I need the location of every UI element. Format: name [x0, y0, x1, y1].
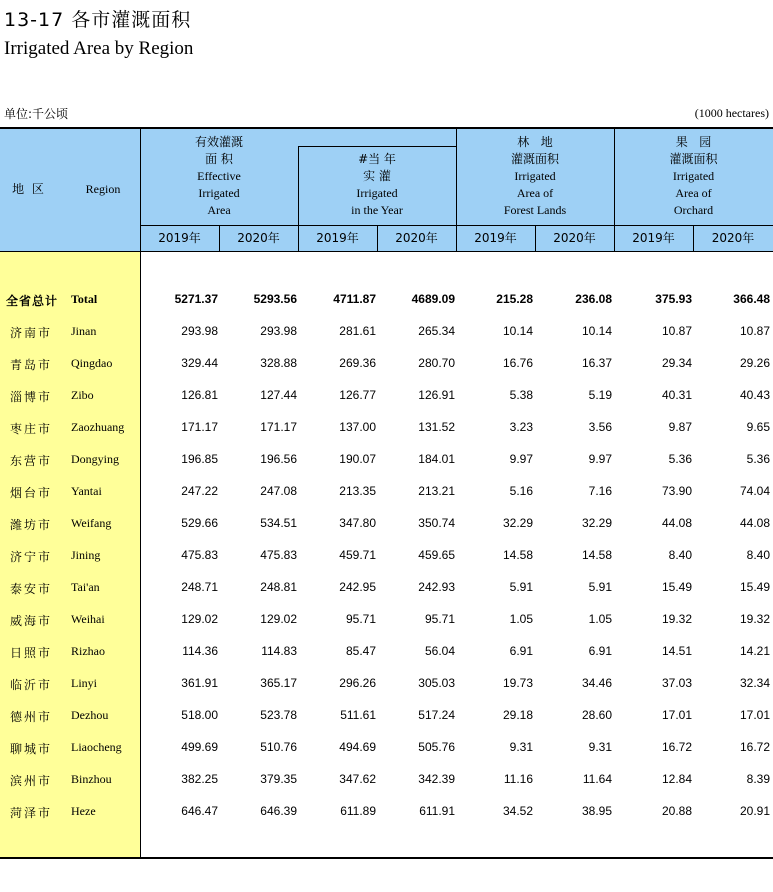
value-cell: 4689.09 [411, 292, 455, 306]
region-name-en: Zibo [71, 388, 94, 402]
value-cell: 196.85 [181, 452, 218, 466]
value-cell: 11.16 [503, 772, 533, 786]
value-cell: 40.31 [661, 388, 692, 402]
value-cell: 215.28 [496, 292, 533, 306]
value-cell: 382.25 [181, 772, 218, 786]
region-name-en: Qingdao [71, 356, 113, 370]
table-row [0, 804, 773, 836]
value-cell: 8.39 [746, 772, 770, 786]
header-line: 林 地 [517, 135, 553, 149]
region-name-cn: 潍坊市 [10, 518, 53, 532]
table-row [0, 452, 773, 484]
value-cell: 10.14 [581, 324, 612, 338]
value-cell: 56.04 [424, 644, 455, 658]
region-header-cn: 地 区 [12, 182, 46, 196]
value-cell: 6.91 [588, 644, 612, 658]
header-line: 实 灌 [363, 169, 391, 183]
value-cell: 242.93 [418, 580, 455, 594]
value-cell: 350.74 [418, 516, 455, 530]
value-cell: 32.34 [739, 676, 770, 690]
region-name-en: Zaozhuang [71, 420, 125, 434]
value-cell: 269.36 [339, 356, 376, 370]
value-cell: 4711.87 [333, 292, 376, 306]
region-name-en: Linyi [71, 676, 97, 690]
value-cell: 5.36 [746, 452, 770, 466]
value-cell: 296.26 [339, 676, 376, 690]
value-cell: 5.36 [668, 452, 692, 466]
value-cell: 9.65 [746, 420, 770, 434]
header-line: 有效灌溉 [194, 135, 243, 149]
value-cell: 10.14 [502, 324, 533, 338]
value-cell: 646.47 [181, 804, 218, 818]
table-row [0, 356, 773, 388]
header-line: 灌溉面积 [510, 152, 559, 166]
value-cell: 32.29 [502, 516, 533, 530]
value-cell: 517.24 [418, 708, 455, 722]
region-name-en: Jinan [71, 324, 97, 338]
value-cell: 459.65 [418, 548, 455, 562]
region-name-cn: 淄博市 [10, 390, 53, 404]
value-cell: 305.03 [418, 676, 455, 690]
value-cell: 366.48 [733, 292, 770, 306]
value-cell: 248.71 [181, 580, 218, 594]
region-name-cn: 烟台市 [10, 486, 53, 500]
table-row [0, 516, 773, 548]
region-name-cn: 济宁市 [10, 550, 53, 564]
header-line: Effective [197, 169, 241, 183]
value-cell: 14.58 [502, 548, 533, 562]
value-cell: 213.35 [339, 484, 376, 498]
value-cell: 3.56 [588, 420, 612, 434]
table-row [0, 612, 773, 644]
value-cell: 74.04 [739, 484, 770, 498]
value-cell: 17.01 [739, 708, 770, 722]
value-cell: 8.40 [668, 548, 692, 562]
value-cell: 8.40 [746, 548, 770, 562]
value-cell: 129.02 [260, 612, 297, 626]
value-cell: 5.19 [588, 388, 612, 402]
region-name-cn: 菏泽市 [10, 806, 53, 820]
year-header: 2020年 [395, 231, 438, 245]
unit-label-en: (1000 hectares) [694, 106, 769, 120]
value-cell: 342.39 [418, 772, 455, 786]
value-cell: 184.01 [418, 452, 455, 466]
region-header-en: Region [85, 182, 121, 196]
value-cell: 529.66 [181, 516, 218, 530]
value-cell: 611.89 [340, 804, 376, 818]
value-cell: 28.60 [581, 708, 612, 722]
value-cell: 37.03 [661, 676, 692, 690]
value-cell: 5.16 [509, 484, 533, 498]
value-cell: 32.29 [581, 516, 612, 530]
value-cell: 14.21 [739, 644, 770, 658]
region-name-en: Liaocheng [71, 740, 122, 754]
region-name-cn: 德州市 [10, 710, 53, 724]
value-cell: 131.52 [418, 420, 455, 434]
value-cell: 242.95 [339, 580, 376, 594]
value-cell: 347.62 [339, 772, 376, 786]
value-cell: 20.88 [661, 804, 692, 818]
region-name-cn: 聊城市 [10, 742, 53, 756]
value-cell: 129.02 [181, 612, 218, 626]
value-cell: 29.18 [502, 708, 533, 722]
value-cell: 329.44 [181, 356, 218, 370]
region-name-cn: 临沂市 [10, 678, 53, 692]
value-cell: 9.31 [509, 740, 533, 754]
value-cell: 247.22 [181, 484, 218, 498]
value-cell: 190.07 [339, 452, 376, 466]
header-line: Forest Lands [503, 203, 567, 217]
value-cell: 44.08 [739, 516, 770, 530]
header-line: 灌溉面积 [669, 152, 718, 166]
value-cell: 114.83 [261, 644, 297, 658]
region-name-en: Rizhao [71, 644, 105, 658]
value-cell: 494.69 [339, 740, 376, 754]
value-cell: 14.58 [581, 548, 612, 562]
value-cell: 11.64 [582, 772, 612, 786]
header-line: Irrigated [672, 169, 715, 183]
value-cell: 534.51 [260, 516, 297, 530]
value-cell: 499.69 [181, 740, 218, 754]
value-cell: 16.72 [739, 740, 770, 754]
value-cell: 126.91 [418, 388, 455, 402]
table-row [0, 676, 773, 708]
value-cell: 19.73 [502, 676, 533, 690]
value-cell: 127.44 [260, 388, 297, 402]
value-cell: 646.39 [260, 804, 297, 818]
value-cell: 5.38 [509, 388, 533, 402]
value-cell: 7.16 [588, 484, 612, 498]
region-name-en: Weifang [71, 516, 112, 530]
region-name-cn: 日照市 [10, 646, 53, 660]
value-cell: 510.76 [260, 740, 297, 754]
region-name-cn: 济南市 [10, 326, 53, 340]
value-cell: 9.97 [588, 452, 612, 466]
value-cell: 15.49 [739, 580, 770, 594]
value-cell: 10.87 [739, 324, 770, 338]
header-line: Area of [675, 186, 712, 200]
header-line: #当 年 [358, 152, 396, 166]
table-row [0, 708, 773, 740]
value-cell: 5271.37 [174, 292, 218, 306]
value-cell: 40.43 [739, 388, 770, 402]
unit-label-cn: 单位:千公顷 [4, 107, 69, 121]
value-cell: 5.91 [588, 580, 612, 594]
value-cell: 44.08 [661, 516, 692, 530]
year-header: 2019年 [632, 231, 675, 245]
region-name-cn: 泰安市 [10, 582, 53, 596]
value-cell: 365.17 [260, 676, 297, 690]
region-name-en: Dezhou [71, 708, 109, 722]
page-title-en: Irrigated Area by Region [4, 38, 194, 59]
value-cell: 17.01 [661, 708, 692, 722]
year-header: 2020年 [237, 231, 280, 245]
value-cell: 475.83 [260, 548, 297, 562]
value-cell: 511.61 [340, 708, 376, 722]
value-cell: 20.91 [739, 804, 770, 818]
header-line: Area [207, 203, 231, 217]
value-cell: 19.32 [739, 612, 770, 626]
value-cell: 281.61 [339, 324, 376, 338]
table-row [0, 644, 773, 676]
value-cell: 15.49 [661, 580, 692, 594]
value-cell: 265.34 [418, 324, 455, 338]
value-cell: 171.17 [181, 420, 218, 434]
value-cell: 361.91 [181, 676, 218, 690]
year-header: 2019年 [316, 231, 359, 245]
region-name-en: Weihai [71, 612, 105, 626]
value-cell: 236.08 [575, 292, 612, 306]
header-line: Irrigated [356, 186, 398, 200]
subheader-rule [298, 146, 456, 147]
value-cell: 5.91 [509, 580, 533, 594]
value-cell: 12.84 [661, 772, 692, 786]
region-name-en: Jining [71, 548, 101, 562]
value-cell: 171.17 [260, 420, 297, 434]
value-cell: 29.26 [739, 356, 770, 370]
region-name-cn: 枣庄市 [10, 422, 53, 436]
value-cell: 328.88 [260, 356, 297, 370]
value-cell: 518.00 [181, 708, 218, 722]
header-bottom-rule [0, 251, 773, 252]
header-line: Irrigated [514, 169, 556, 183]
value-cell: 9.97 [509, 452, 533, 466]
value-cell: 85.47 [345, 644, 376, 658]
region-name-en: Binzhou [71, 772, 112, 786]
value-cell: 5293.56 [253, 292, 297, 306]
value-cell: 9.31 [588, 740, 612, 754]
table-bottom-rule [0, 857, 773, 859]
table-row [0, 580, 773, 612]
header-line: Irrigated [198, 186, 240, 200]
region-name-en: Total [71, 292, 98, 306]
region-name-cn: 东营市 [10, 454, 53, 468]
value-cell: 379.35 [260, 772, 297, 786]
value-cell: 14.51 [661, 644, 692, 658]
value-cell: 126.81 [181, 388, 218, 402]
value-cell: 10.87 [661, 324, 692, 338]
value-cell: 523.78 [260, 708, 297, 722]
value-cell: 196.56 [260, 452, 297, 466]
value-cell: 34.52 [502, 804, 533, 818]
year-header: 2020年 [711, 231, 755, 245]
region-name-cn: 威海市 [10, 614, 53, 628]
region-name-en: Tai'an [71, 580, 100, 594]
header-line: 果 园 [675, 135, 712, 149]
table-row [0, 772, 773, 804]
value-cell: 1.05 [588, 612, 612, 626]
table-row [0, 484, 773, 516]
value-cell: 248.81 [260, 580, 297, 594]
value-cell: 29.34 [661, 356, 692, 370]
value-cell: 114.36 [182, 644, 218, 658]
region-name-cn: 滨州市 [10, 774, 53, 788]
header-line: in the Year [351, 203, 403, 217]
value-cell: 611.91 [419, 804, 455, 818]
value-cell: 34.46 [581, 676, 612, 690]
page-title-cn: 13-17 各市灌溉面积 [4, 9, 192, 31]
value-cell: 347.80 [339, 516, 376, 530]
value-cell: 213.21 [418, 484, 455, 498]
year-header: 2019年 [158, 231, 201, 245]
value-cell: 9.87 [668, 420, 692, 434]
region-name-en: Dongying [71, 452, 119, 466]
value-cell: 95.71 [424, 612, 455, 626]
value-cell: 16.37 [581, 356, 612, 370]
value-cell: 16.76 [502, 356, 533, 370]
value-cell: 19.32 [661, 612, 692, 626]
header-line: Orchard [673, 203, 714, 217]
value-cell: 3.23 [509, 420, 533, 434]
year-header: 2020年 [553, 231, 596, 245]
table-row [0, 324, 773, 356]
value-cell: 293.98 [260, 324, 297, 338]
value-cell: 459.71 [339, 548, 376, 562]
header-line: Area of [516, 186, 554, 200]
value-cell: 293.98 [181, 324, 218, 338]
year-row-rule [140, 225, 773, 226]
value-cell: 38.95 [581, 804, 612, 818]
value-cell: 280.70 [418, 356, 455, 370]
value-cell: 475.83 [181, 548, 218, 562]
table-row [0, 740, 773, 772]
region-name-cn: 青岛市 [10, 358, 53, 372]
value-cell: 6.91 [509, 644, 533, 658]
header-line: 面 积 [205, 152, 233, 166]
table-row [0, 388, 773, 420]
region-name-en: Yantai [71, 484, 102, 498]
value-cell: 16.72 [661, 740, 692, 754]
value-cell: 126.77 [339, 388, 376, 402]
total-row [0, 292, 773, 324]
table-top-rule [0, 127, 773, 129]
region-name-en: Heze [71, 804, 96, 818]
value-cell: 375.93 [655, 292, 692, 306]
table-row [0, 420, 773, 452]
table-row [0, 548, 773, 580]
value-cell: 95.71 [345, 612, 376, 626]
value-cell: 73.90 [661, 484, 692, 498]
value-cell: 137.00 [339, 420, 376, 434]
region-name-cn: 全省总计 [6, 294, 59, 308]
value-cell: 247.08 [260, 484, 297, 498]
value-cell: 1.05 [509, 612, 533, 626]
value-cell: 505.76 [418, 740, 455, 754]
year-header: 2019年 [474, 231, 517, 245]
